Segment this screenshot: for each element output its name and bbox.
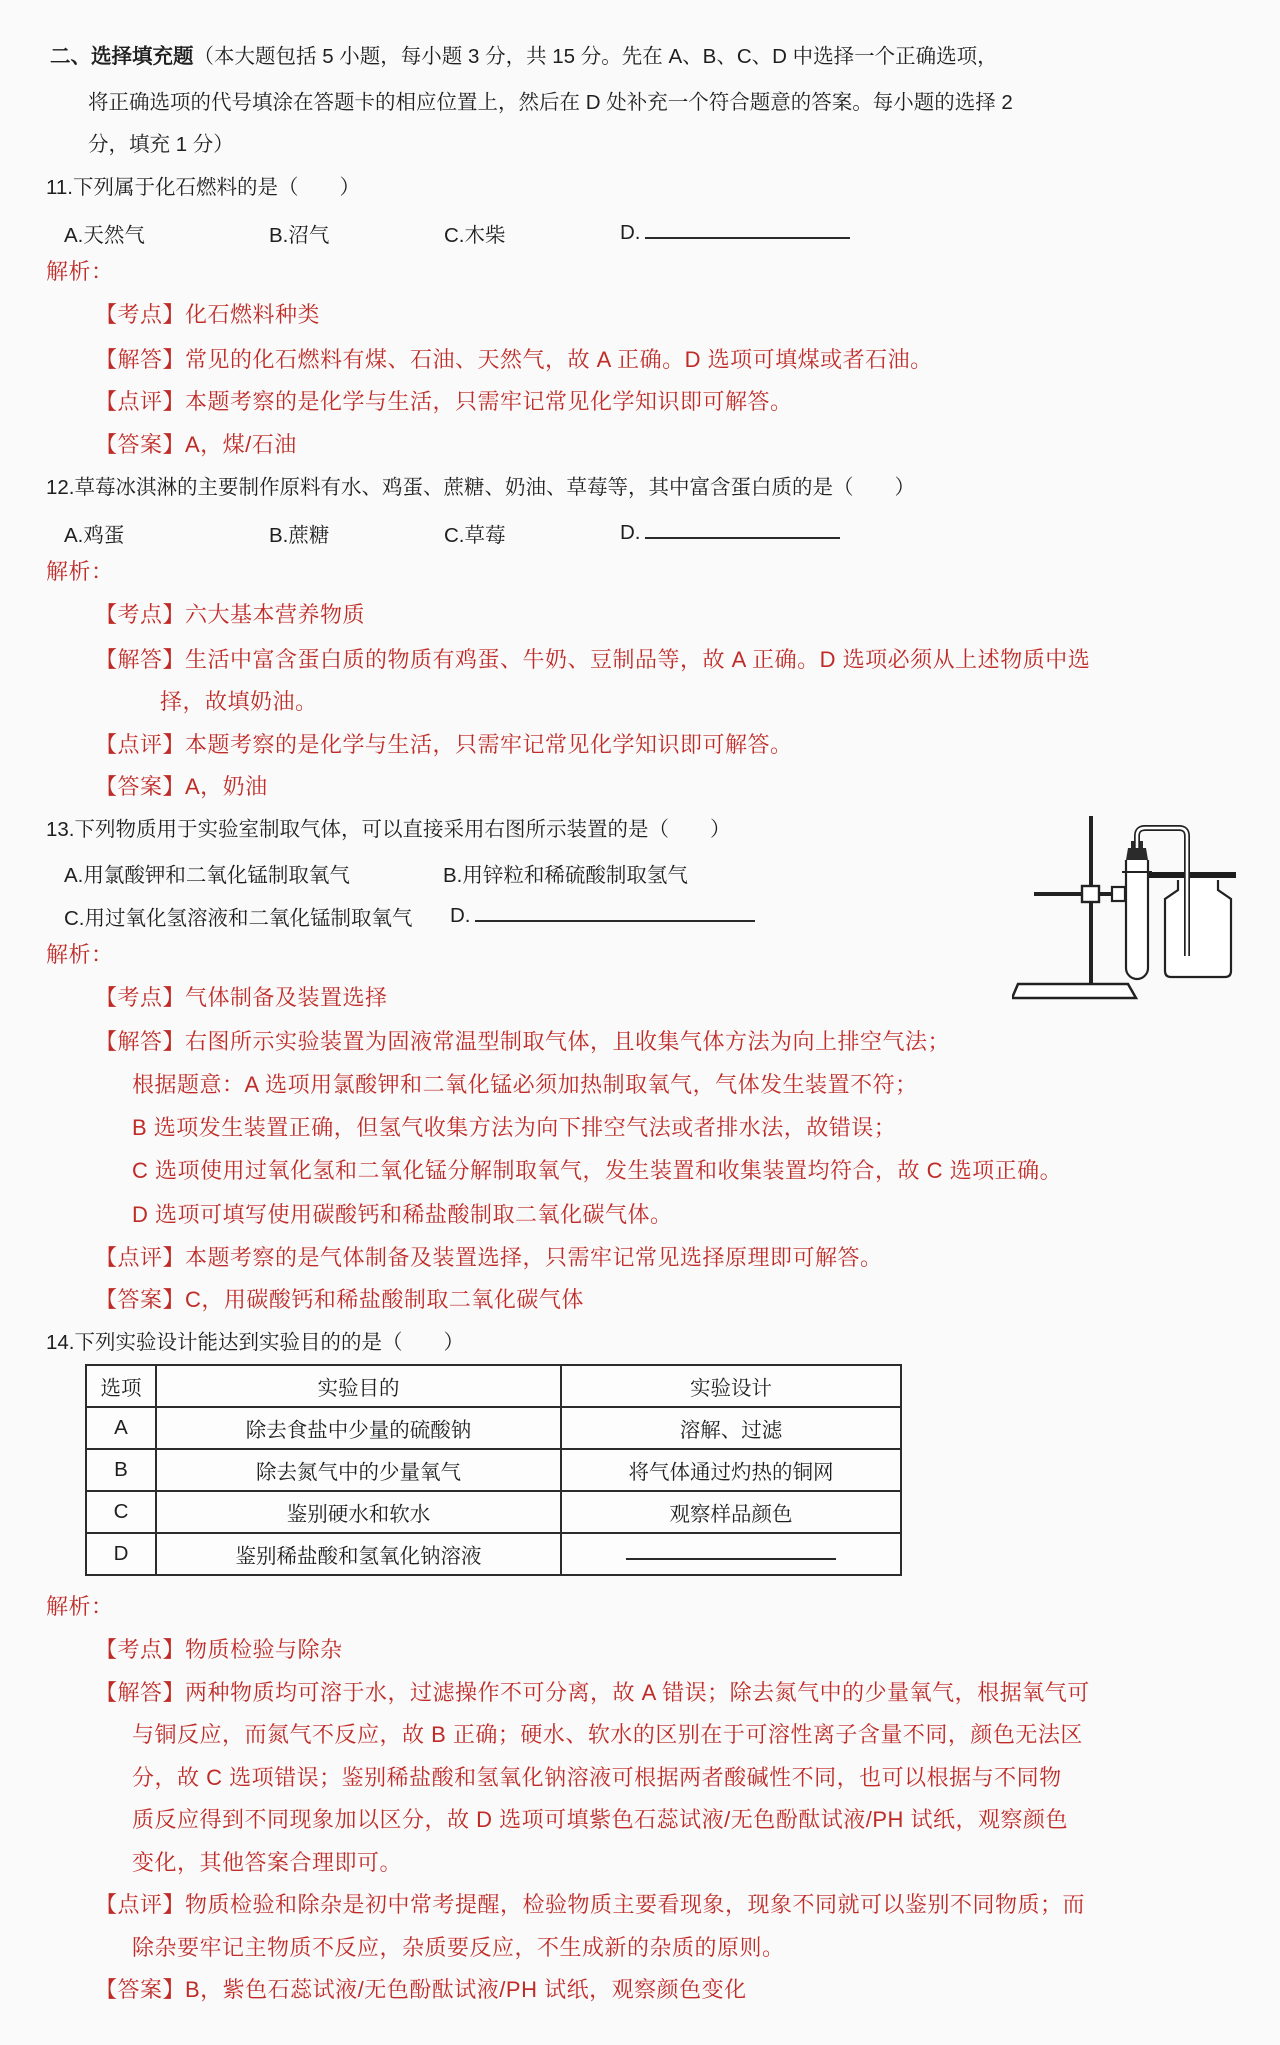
- question-12-title: 12.草莓冰淇淋的主要制作原料有水、鸡蛋、蔗糖、奶油、草莓等，其中富含蛋白质的是（ ）: [46, 476, 915, 499]
- section-intro-3: 分，填充 1 分）: [88, 133, 234, 156]
- explain-line-3: B 选项发生装置正确，但氢气收集方法为向下排空气法或者排水法，故错误；: [132, 1115, 897, 1140]
- option-b: B.蔗糖: [269, 524, 330, 547]
- question-14-title: 14.下列实验设计能达到实验目的的是（ ）: [46, 1331, 464, 1354]
- cell-option: B: [86, 1449, 156, 1491]
- section-intro-2: 将正确选项的代号填涂在答题卡的相应位置上，然后在 D 处补充一个符合题意的答案。每小题的选择 2: [88, 91, 1013, 114]
- explain-line-2: 择，故填奶油。: [160, 689, 318, 714]
- gas-apparatus-diagram: [1012, 806, 1240, 1004]
- cell-design-blank: [561, 1533, 901, 1575]
- answer-line: 【答案】A，煤/石油: [95, 432, 297, 457]
- option-b: B.沼气: [269, 224, 330, 247]
- answer-line: 【答案】B，紫色石蕊试液/无色酚酞试液/PH 试纸，观察颜色变化: [95, 1977, 747, 2002]
- comment-line-1: 【点评】物质检验和除杂是初中常考提醒，检验物质主要看现象，现象不同就可以鉴别不同物质；而: [95, 1892, 1086, 1917]
- key-point-line: 【考点】六大基本营养物质: [95, 602, 366, 627]
- comment-line: 【点评】本题考察的是气体制备及装置选择，只需牢记常见选择原理即可解答。: [95, 1245, 883, 1270]
- experiment-design-table: [85, 1364, 902, 1576]
- table-header-design: 实验设计: [561, 1365, 901, 1407]
- key-point-line: 【考点】物质检验与除杂: [95, 1637, 343, 1662]
- option-d: D.: [450, 901, 755, 928]
- explain-line-3: 分，故 C 选项错误；鉴别稀盐酸和氢氧化钠溶液可根据两者酸碱性不同，也可以根据与不同物: [132, 1765, 1062, 1790]
- cell-purpose: 鉴别硬水和软水: [156, 1491, 561, 1533]
- cell-purpose: 除去氮气中的少量氧气: [156, 1449, 561, 1491]
- table-row: [86, 1407, 901, 1449]
- table-row: [86, 1533, 901, 1575]
- option-a: A.鸡蛋: [64, 524, 125, 547]
- explain-line: 【解答】常见的化石燃料有煤、石油、天然气，故 A 正确。D 选项可填煤或者石油。: [95, 347, 933, 372]
- cell-design: 将气体通过灼热的铜网: [561, 1449, 901, 1491]
- answer-line: 【答案】C，用碳酸钙和稀盐酸制取二氧化碳气体: [95, 1287, 584, 1312]
- table-header-purpose: 实验目的: [156, 1365, 561, 1407]
- explain-line-5: 变化，其他答案合理即可。: [132, 1850, 403, 1875]
- key-point-line: 【考点】气体制备及装置选择: [95, 985, 388, 1010]
- iron-stand-icon: [1012, 816, 1136, 998]
- option-c: C.木柴: [444, 224, 506, 247]
- section-heading-line: [50, 43, 998, 71]
- option-d: D.: [620, 518, 840, 545]
- answer-blank: [645, 518, 840, 539]
- question-13-title: 13.下列物质用于实验室制取气体，可以直接采用右图所示装置的是（ ）: [46, 818, 731, 841]
- option-c: C.草莓: [444, 524, 506, 547]
- explain-line-1: 【解答】两种物质均可溶于水，过滤操作不可分离，故 A 错误；除去氮气中的少量氧气，根据氧气可: [95, 1680, 1090, 1705]
- cell-option: A: [86, 1407, 156, 1449]
- answer-line: 【答案】A，奶油: [95, 774, 268, 799]
- answer-blank: [475, 901, 755, 922]
- test-tube-icon: [1122, 841, 1152, 979]
- gas-collection-bottle-icon: [1148, 872, 1236, 977]
- analysis-label: 解析：: [46, 942, 114, 967]
- comment-line-2: 除杂要牢记主物质不反应，杂质要反应，不生成新的杂质的原则。: [132, 1935, 785, 1960]
- table-header-option: 选项: [86, 1365, 156, 1407]
- option-a: A.天然气: [64, 224, 145, 247]
- explain-line-2: 与铜反应，而氮气不反应，故 B 正确；硬水、软水的区别在于可溶性离子含量不同，颜色无法区: [132, 1722, 1083, 1747]
- answer-blank: [626, 1542, 836, 1560]
- cell-purpose: 鉴别稀盐酸和氢氧化钠溶液: [156, 1533, 561, 1575]
- question-12-options: [0, 518, 1280, 548]
- cell-design: 观察样品颜色: [561, 1491, 901, 1533]
- explain-line-4: 质反应得到不同现象加以区分，故 D 选项可填紫色石蕊试液/无色酚酞试液/PH 试纸，观察颜色: [132, 1807, 1069, 1832]
- option-d: D.: [620, 218, 850, 245]
- explain-line-4: C 选项使用过氧化氢和二氧化锰分解制取氧气，发生装置和收集装置均符合，故 C 选项正确。: [132, 1158, 1063, 1183]
- option-a: A.用氯酸钾和二氧化锰制取氧气: [64, 864, 350, 887]
- answer-blank: [645, 218, 850, 239]
- option-c: C.用过氧化氢溶液和二氧化锰制取氧气: [64, 907, 413, 930]
- option-b: B.用锌粒和稀硫酸制取氢气: [443, 864, 688, 887]
- cell-design: 溶解、过滤: [561, 1407, 901, 1449]
- explain-line-5: D 选项可填写使用碳酸钙和稀盐酸制取二氧化碳气体。: [132, 1202, 673, 1227]
- explain-line-1: 【解答】右图所示实验装置为固液常温型制取气体，且收集气体方法为向上排空气法；: [95, 1029, 951, 1054]
- comment-line: 【点评】本题考察的是化学与生活，只需牢记常见化学知识即可解答。: [95, 389, 793, 414]
- comment-line: 【点评】本题考察的是化学与生活，只需牢记常见化学知识即可解答。: [95, 732, 793, 757]
- explain-line-1: 【解答】生活中富含蛋白质的物质有鸡蛋、牛奶、豆制品等，故 A 正确。D 选项必须从上述物质中选: [95, 647, 1091, 672]
- question-11-title: 11.下列属于化石燃料的是（ ）: [46, 176, 360, 199]
- cell-purpose: 除去食盐中少量的硫酸钠: [156, 1407, 561, 1449]
- section-intro-1: （本大题包括 5 小题，每小题 3 分，共 15 分。先在 A、B、C、D 中选择一个正确选项，: [193, 45, 998, 68]
- analysis-label: 解析：: [46, 1594, 114, 1619]
- analysis-label: 解析：: [46, 559, 114, 584]
- table-row: [86, 1491, 901, 1533]
- question-11-options: [0, 218, 1280, 248]
- key-point-line: 【考点】化石燃料种类: [95, 302, 321, 327]
- table-row: [86, 1449, 901, 1491]
- explain-line-2: 根据题意：A 选项用氯酸钾和二氧化锰必须加热制取氧气，气体发生装置不符；: [132, 1072, 918, 1097]
- cell-option: D: [86, 1533, 156, 1575]
- table-header-row: [86, 1365, 901, 1407]
- section-heading: 二、选择填充题: [50, 45, 194, 68]
- analysis-label: 解析：: [46, 259, 114, 284]
- cell-option: C: [86, 1491, 156, 1533]
